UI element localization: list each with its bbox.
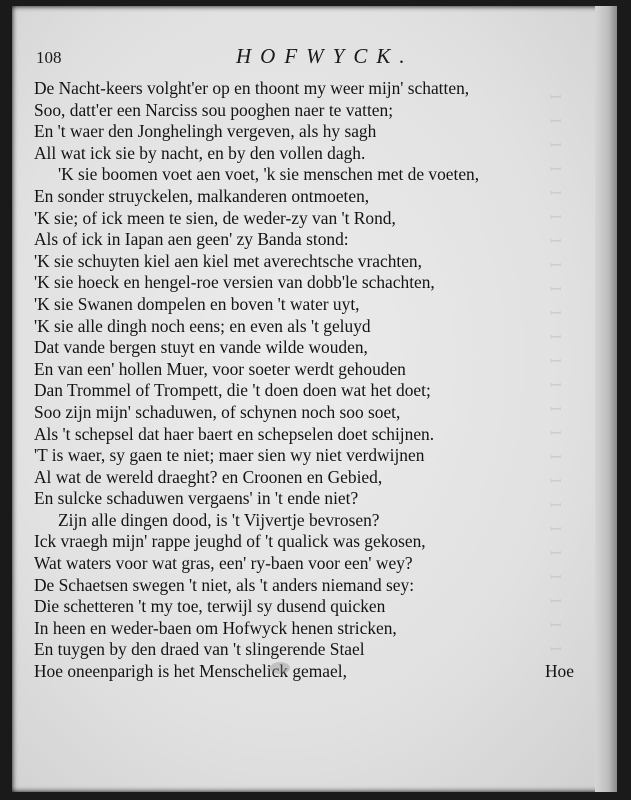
poem-line: Al wat de wereld draeght? en Croonen en Gebied, (34, 466, 383, 487)
poem-line: 'K sie Swanen dompelen en boven 't water uyt, (34, 293, 360, 314)
poem-line: Dan Trommel of Trompett, die 't doen doen wat het doet; (34, 380, 431, 401)
poem-line: En sulcke schaduwen vergaens' in 't ende niet? (34, 488, 359, 509)
poem-line: Soo zijn mijn' schaduwen, of schynen noch soo soet, (34, 401, 401, 422)
poem-line: En tuygen by den draed van 't slingerende Stael (34, 639, 365, 660)
poem-line: Ick vraegh mijn' rappe jeughd of 't qualick was gekosen, (34, 531, 426, 552)
poem-line: De Nacht-keers volght'er op en thoont my weer mijn' schatten, (34, 78, 470, 98)
poem-line: En 't waer den Jonghelingh vergeven, als hy sagh (34, 121, 377, 142)
poem-line: En van een' hollen Muer, voor soeter werdt gehouden (34, 358, 406, 379)
poem-text (34, 78, 574, 683)
page-header (36, 44, 556, 74)
page-number: 108 (36, 48, 62, 67)
poem-line: All wat ick sie by nacht, en by den vollen dagh. (34, 142, 366, 163)
poem-line: 'K sie alle dingh noch eens; en even als 't geluyd (34, 315, 371, 336)
poem-line: 'K sie; of ick meen te sien, de weder-zy van 't Rond, (34, 207, 396, 228)
catchword: Hoe (545, 661, 574, 681)
poem-line: Als of ick in Iapan aen geen' zy Banda stond: (34, 229, 349, 250)
poem-line: Dat vande bergen stuyt en vande wilde wouden, (34, 337, 368, 358)
ink-smudge (270, 662, 290, 674)
poem-line: Die schetteren 't my toe, terwijl sy dusend quicken (34, 596, 386, 617)
show-through-text: ꟷ ꟷ ꟷ ꟷ ꟷ ꟷ ꟷ ꟷ ꟷ ꟷ ꟷ ꟷ ꟷ ꟷ ꟷ ꟷ ꟷ ꟷ ꟷ ꟷ ꟷ ꟷ ꟷ ꟷ (550, 90, 562, 658)
running-head: HOFWYCK. (236, 44, 414, 68)
poem-line: 'T is waer, sy gaen te niet; maer sien wy niet verdwijnen (34, 445, 425, 466)
poem-line: In heen en weder-baen om Hofwyck henen stricken, (34, 617, 397, 638)
book-page (12, 6, 617, 792)
poem-line: 'K sie schuyten kiel aen kiel met averechtsche vrachten, (34, 250, 422, 271)
poem-line: Als 't schepsel dat haer baert en schepselen doet schijnen. (34, 423, 435, 444)
poem-line: 'K sie hoeck en hengel-roe versien van dobb'le schachten, (34, 272, 435, 293)
poem-line: Soo, datt'er een Narciss sou pooghen naer te vatten; (34, 99, 394, 120)
poem-line: En sonder struyckelen, malkanderen ontmoeten, (34, 185, 370, 206)
poem-line: Hoe oneenparigh is het Menschelick gemael, (34, 661, 347, 682)
poem-line: De Schaetsen swegen 't niet, als 't anders niemand sey: (34, 574, 415, 595)
poem-line: Wat waters voor wat gras, een' ry-baen voor een' wey? (34, 553, 413, 574)
poem-line: Zijn alle dingen dood, is 't Vijvertje bevrosen? (58, 509, 380, 530)
poem-line: 'K sie boomen voet aen voet, 'k sie menschen met de voeten, (58, 164, 480, 185)
